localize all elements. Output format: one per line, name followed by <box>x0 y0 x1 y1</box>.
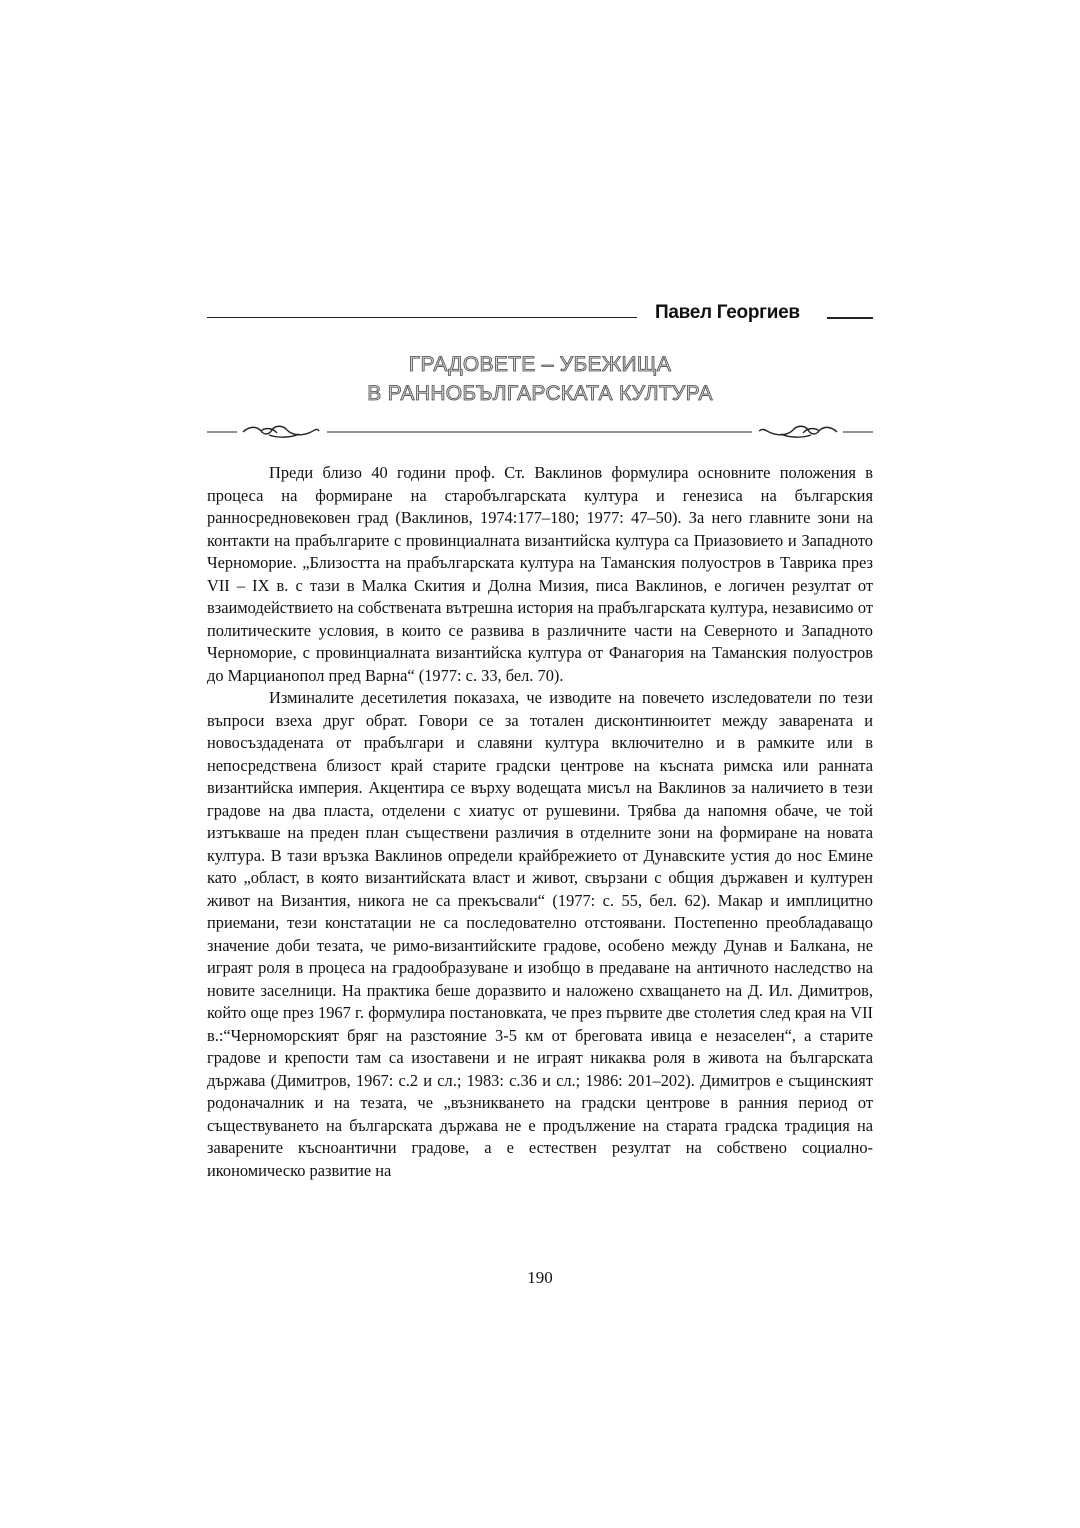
ornament-divider-icon <box>207 422 873 442</box>
running-header <box>207 300 873 330</box>
paragraph-2: Изминалите десетилетия показаха, че изводите на повечето изследователи по тези въпроси взеха друг обрат. Говори се за тотален дисконтинюитет между заварената и новосъздадената от прабългари и славяни култура включително и в рамките или в непосредствена близост край старите градски центрове на късната римска или ранната византийска империя. Акцентира се върху водещата мисъл на Ваклинов за наличието в тези градове на два пласта, отделени с хиатус от рушевини. Трябва да напомня обаче, че той изтъкваше на преден план съществени различия в отделните зони на формиране на новата култура. В тази връзка Ваклинов определи крайбрежието от Дунавските устия до нос Емине като „област, в която византийската власт и живот, свързани с общия държавен и културен живот на Византия, никога не са прекъсвали“ (1977: с. 55, бел. 62). Макар и имплицитно приемани, тези констатации не са последователно отстоявани. Постепенно преобладаващо значение доби тезата, че римо-византийските градове, особено между Дунав и Балкана, не играят роля в процеса на градообразуване и изобщо в предаване на античното наследство на новите заселници. На практика беше доразвито и наложено схващането на Д. Ил. Димитров, който още през 1967 г. формулира постановката, че през първите две столетия след края на VII в.:“Черноморският бряг на разстояние 3-5 км от бреговата ивица е незаселен“, а старите градове и крепости там са изоставени и не играят никаква роля в живота на българската държава (Димитров, 1967: с.2 и сл.; 1983: с.36 и сл.; 1986: 201–202). Димитров е същинският родоначалник и на тезата, че „възникването на градски центрове в ранния период от съществуването на българската държава не е продължение на старата градска традиция на заварените късноантични градове, а е естествен резултат на собствено социално-икономическо развитие на <box>207 688 873 1180</box>
author-name: Павел Георгиев <box>655 302 800 323</box>
title-line-1: ГРАДОВЕТЕ – УБЕЖИЩА <box>408 353 672 376</box>
title-line-2: В РАННОБЪЛГАРСКАТА КУЛТУРА <box>367 382 713 405</box>
page-number: 190 <box>527 1268 553 1287</box>
article-body <box>207 462 873 1182</box>
flourish-right-icon <box>759 426 837 437</box>
flourish-left-icon <box>243 426 319 437</box>
header-rule-right <box>827 317 873 319</box>
title-ornament-divider <box>207 422 873 442</box>
header-rule-left <box>207 317 637 318</box>
article-title <box>207 350 873 408</box>
paragraph-1: Преди близо 40 години проф. Ст. Ваклинов формулира основните положения в процеса на формиране на старобългарската култура и генезиса на българския ранносредновековен град (Ваклинов, 1974:177–180; 1977: 47–50). За него главните зони на контакти на прабългарите с провинциалната византийска култура са Приазовието и Западното Черноморие. „Близостта на прабългарската култура на Таманския полуостров в Таврика през VII – IX в. с тази в Малка Скития и Долна Мизия, писа Ваклинов, е логичен резултат от взаимодействието на собствената вътрешна история на прабългарската култура, независимо от политическите условия, в които се развива в различните части на Северното и Западното Черноморие, с провинциалната византийска култура от Фанагория на Таманския полуостров до Марцианопол пред Варна“ (1977: с. 33, бел. 70). <box>207 463 873 685</box>
